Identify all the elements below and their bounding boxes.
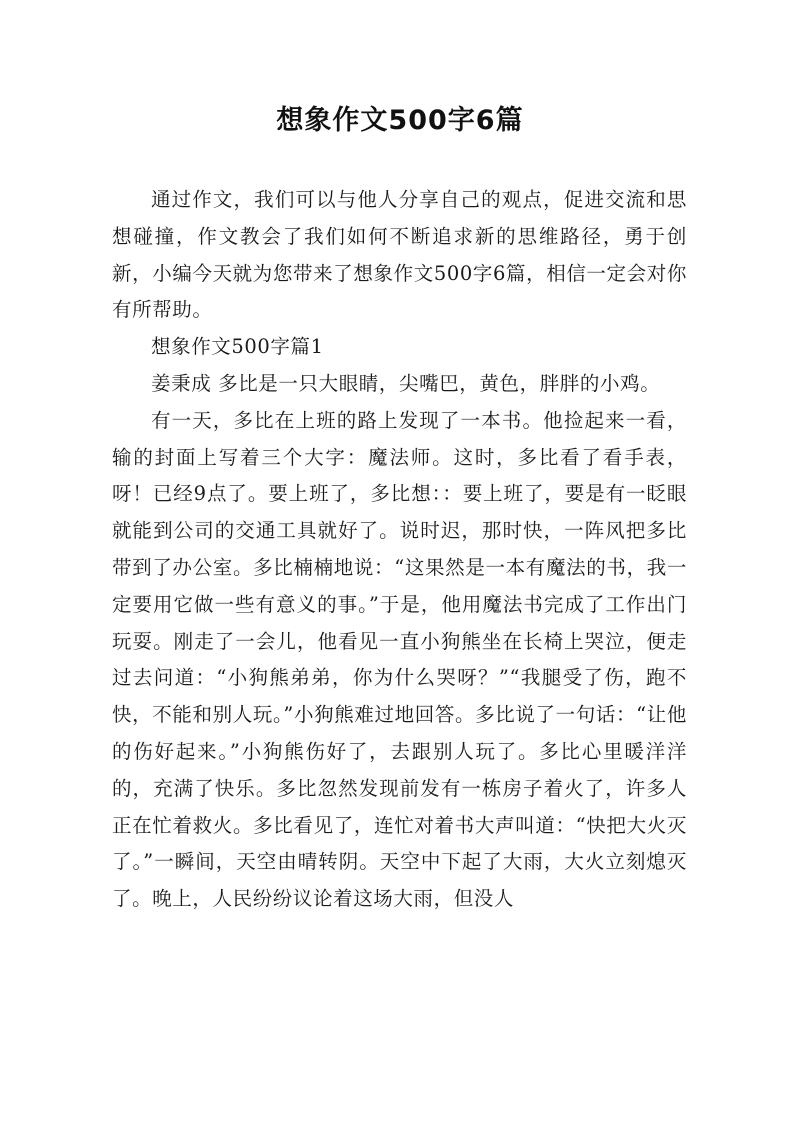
document-title: 想象作文500字6篇 [276,105,524,136]
document-body [112,182,687,918]
section-heading: 想象作文500字篇1 [151,335,324,359]
body-paragraph: 有一天，多比在上班的路上发现了一本书。他捡起来一看，输的封面上写着三个大字：魔法师。这时，多比看了看手表，呀！已经9点了。要上班了，多比想：：要上班了，要是有一眨眼就能到公司的交通工具就好了。说时迟，那时快，一阵风把多比带到了办公室。多比楠楠地说：“这果然是一本有魔法的书，我一定要用它做一些有意义的事。”于是，他用魔法书完成了工作出门玩耍。刚走了一会儿，他看见一直小狗熊坐在长椅上哭泣，便走过去问道：“小狗熊弟弟，你为什么哭呀？”“我腿受了伤，跑不快，不能和别人玩。”小狗熊难过地回答。多比说了一句话：“让他的伤好起来。”小狗熊伤好了，去跟别人玩了。多比心里暖洋洋的，充满了快乐。多比忽然发现前发有一栋房子着火了，许多人正在忙着救火。多比看见了，连忙对着书大声叫道：“快把大火灭了。”一瞬间，天空由晴转阴。天空中下起了大雨，大火立刻熄灭了。晚上，人民纷纷议论着这场大雨，但没人 [112,408,687,911]
body-paragraph: 姜秉成 多比是一只大眼睛，尖嘴巴，黄色，胖胖的小鸡。 [151,371,661,395]
intro-paragraph: 通过作文，我们可以与他人分享自己的观点，促进交流和思想碰撞，作文教会了我们如何不断追求新的思维路径，勇于创新，小编今天就为您带来了想象作文500字6篇，相信一定会对你有所帮助。 [112,188,687,322]
